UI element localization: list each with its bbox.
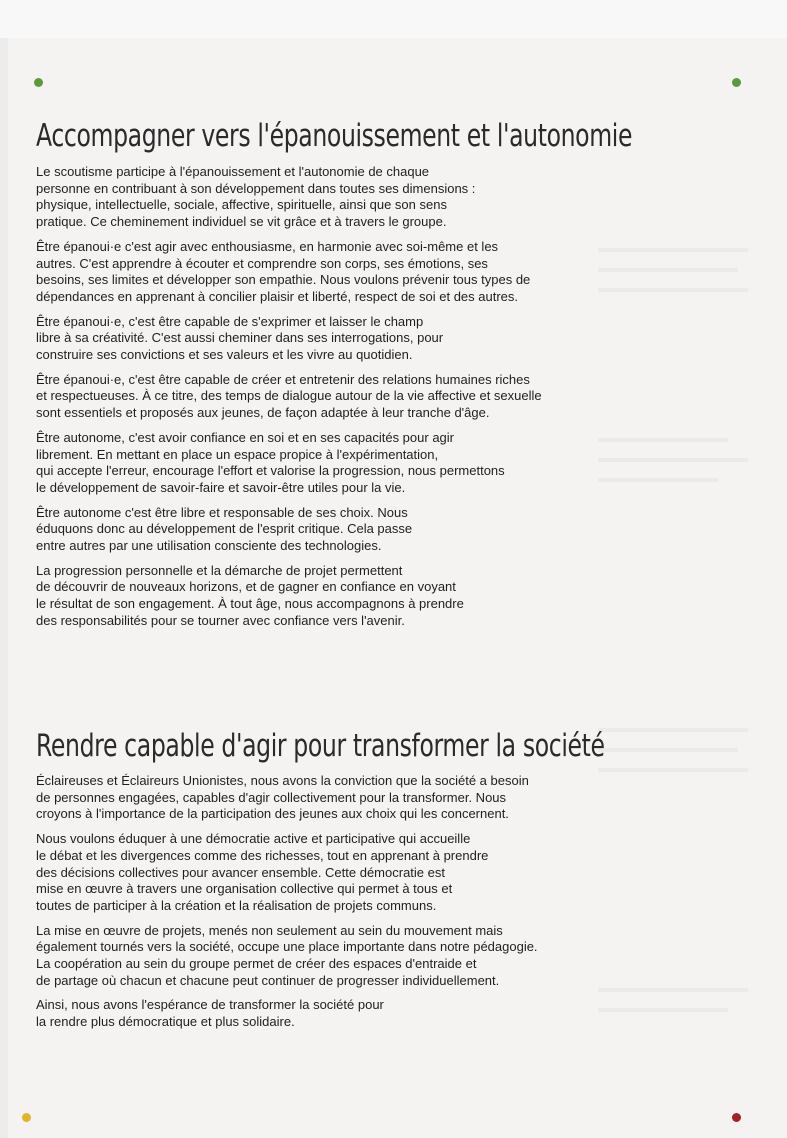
section-heading: Rendre capable d'agir pour transformer la société: [36, 728, 605, 764]
paragraph: Nous voulons éduquer à une démocratie active et participative qui accueille le débat et les divergences comme des richesses, tout en apprenant à prendre des décisions collectives pour avancer ensemble. Cette démocratie est mise en œuvre à travers une organisation collective qui permet à tous et toutes de participer à la création et la réalisation de projets communs.: [36, 831, 489, 913]
paragraph: Le scoutisme participe à l'épanouissement et l'autonomie de chaque personne en contribuant à son développement dans toutes ses dimensions : physique, intellectuelle, sociale, affective, spirituelle, ainsi que son sens pratique. Ce cheminement individuel se vit grâce et à travers le groupe.: [36, 164, 476, 230]
paragraph: Être épanoui·e c'est agir avec enthousiasme, en harmonie avec soi-même et les autres. C'est apprendre à écouter et comprendre son corps, ses émotions, ses besoins, ses limites et développer son empathie. Nous voulons prévenir tous types de dépendances en apprenant à concilier plaisir et liberté, respect de soi et des autres.: [36, 238, 531, 304]
document-content: [36, 108, 633, 1030]
corner-dot-green: [732, 78, 741, 87]
bleed-through-shadow: [598, 108, 768, 1108]
corner-dot-green: [34, 78, 43, 87]
corner-dot-yellow: [22, 1113, 31, 1122]
paragraph: Ainsi, nous avons l'espérance de transformer la société pour la rendre plus démocratique et plus solidaire.: [36, 997, 384, 1030]
paragraph: La mise en œuvre de projets, menés non seulement au sein du mouvement mais également tournés vers la société, occupe une place importante dans notre pédagogie. La coopération au sein du groupe permet de créer des espaces d'entraide et de partage où chacun et chacune peut continuer de progresser individuellement.: [36, 922, 538, 988]
paragraph: Être épanoui·e, c'est être capable de s'exprimer et laisser le champ libre à sa créativité. C'est aussi cheminer dans ses interrogations, pour construire ses convictions et ses valeurs et les vivre au quotidien.: [36, 313, 444, 363]
section-body: [36, 164, 596, 630]
scan-top-margin: [0, 0, 787, 38]
paragraph: La progression personnelle et la démarche de projet permettent de découvrir de nouveaux horizons, et de gagner en confiance en voyant le résultat de son engagement. À tout âge, nous accompagnons à prendre des responsabilités pour se tourner avec confiance vers l'avenir.: [36, 562, 464, 628]
section-body: [36, 773, 596, 1039]
paragraph: Éclaireuses et Éclaireurs Unionistes, nous avons la conviction que la société a besoin de personnes engagées, capables d'agir collectivement pour la transformer. Nous croyons à l'importance de la participation des jeunes aux choix qui les concernent.: [36, 773, 529, 822]
corner-dot-red: [732, 1113, 741, 1122]
paragraph: Être autonome, c'est avoir confiance en soi et en ses capacités pour agir librement. En mettant en place un espace propice à l'expérimentation, qui accepte l'erreur, encourage l'effort et valorise la progression, nous permettons le développement de savoir-faire et savoir-être utiles pour la vie.: [36, 429, 505, 495]
section-heading: Accompagner vers l'épanouissement et l'autonomie: [36, 118, 633, 154]
paragraph: Être autonome c'est être libre et responsable de ses choix. Nous éduquons donc au développement de l'esprit critique. Cela passe entre autres par une utilisation consciente des technologies.: [36, 504, 413, 554]
paragraph: Être épanoui·e, c'est être capable de créer et entretenir des relations humaines riches et respectueuses. À ce titre, des temps de dialogue autour de la vie affective et sexuelle sont essentiels et proposés aux jeunes, de façon adaptée à leur tranche d'âge.: [36, 371, 542, 421]
